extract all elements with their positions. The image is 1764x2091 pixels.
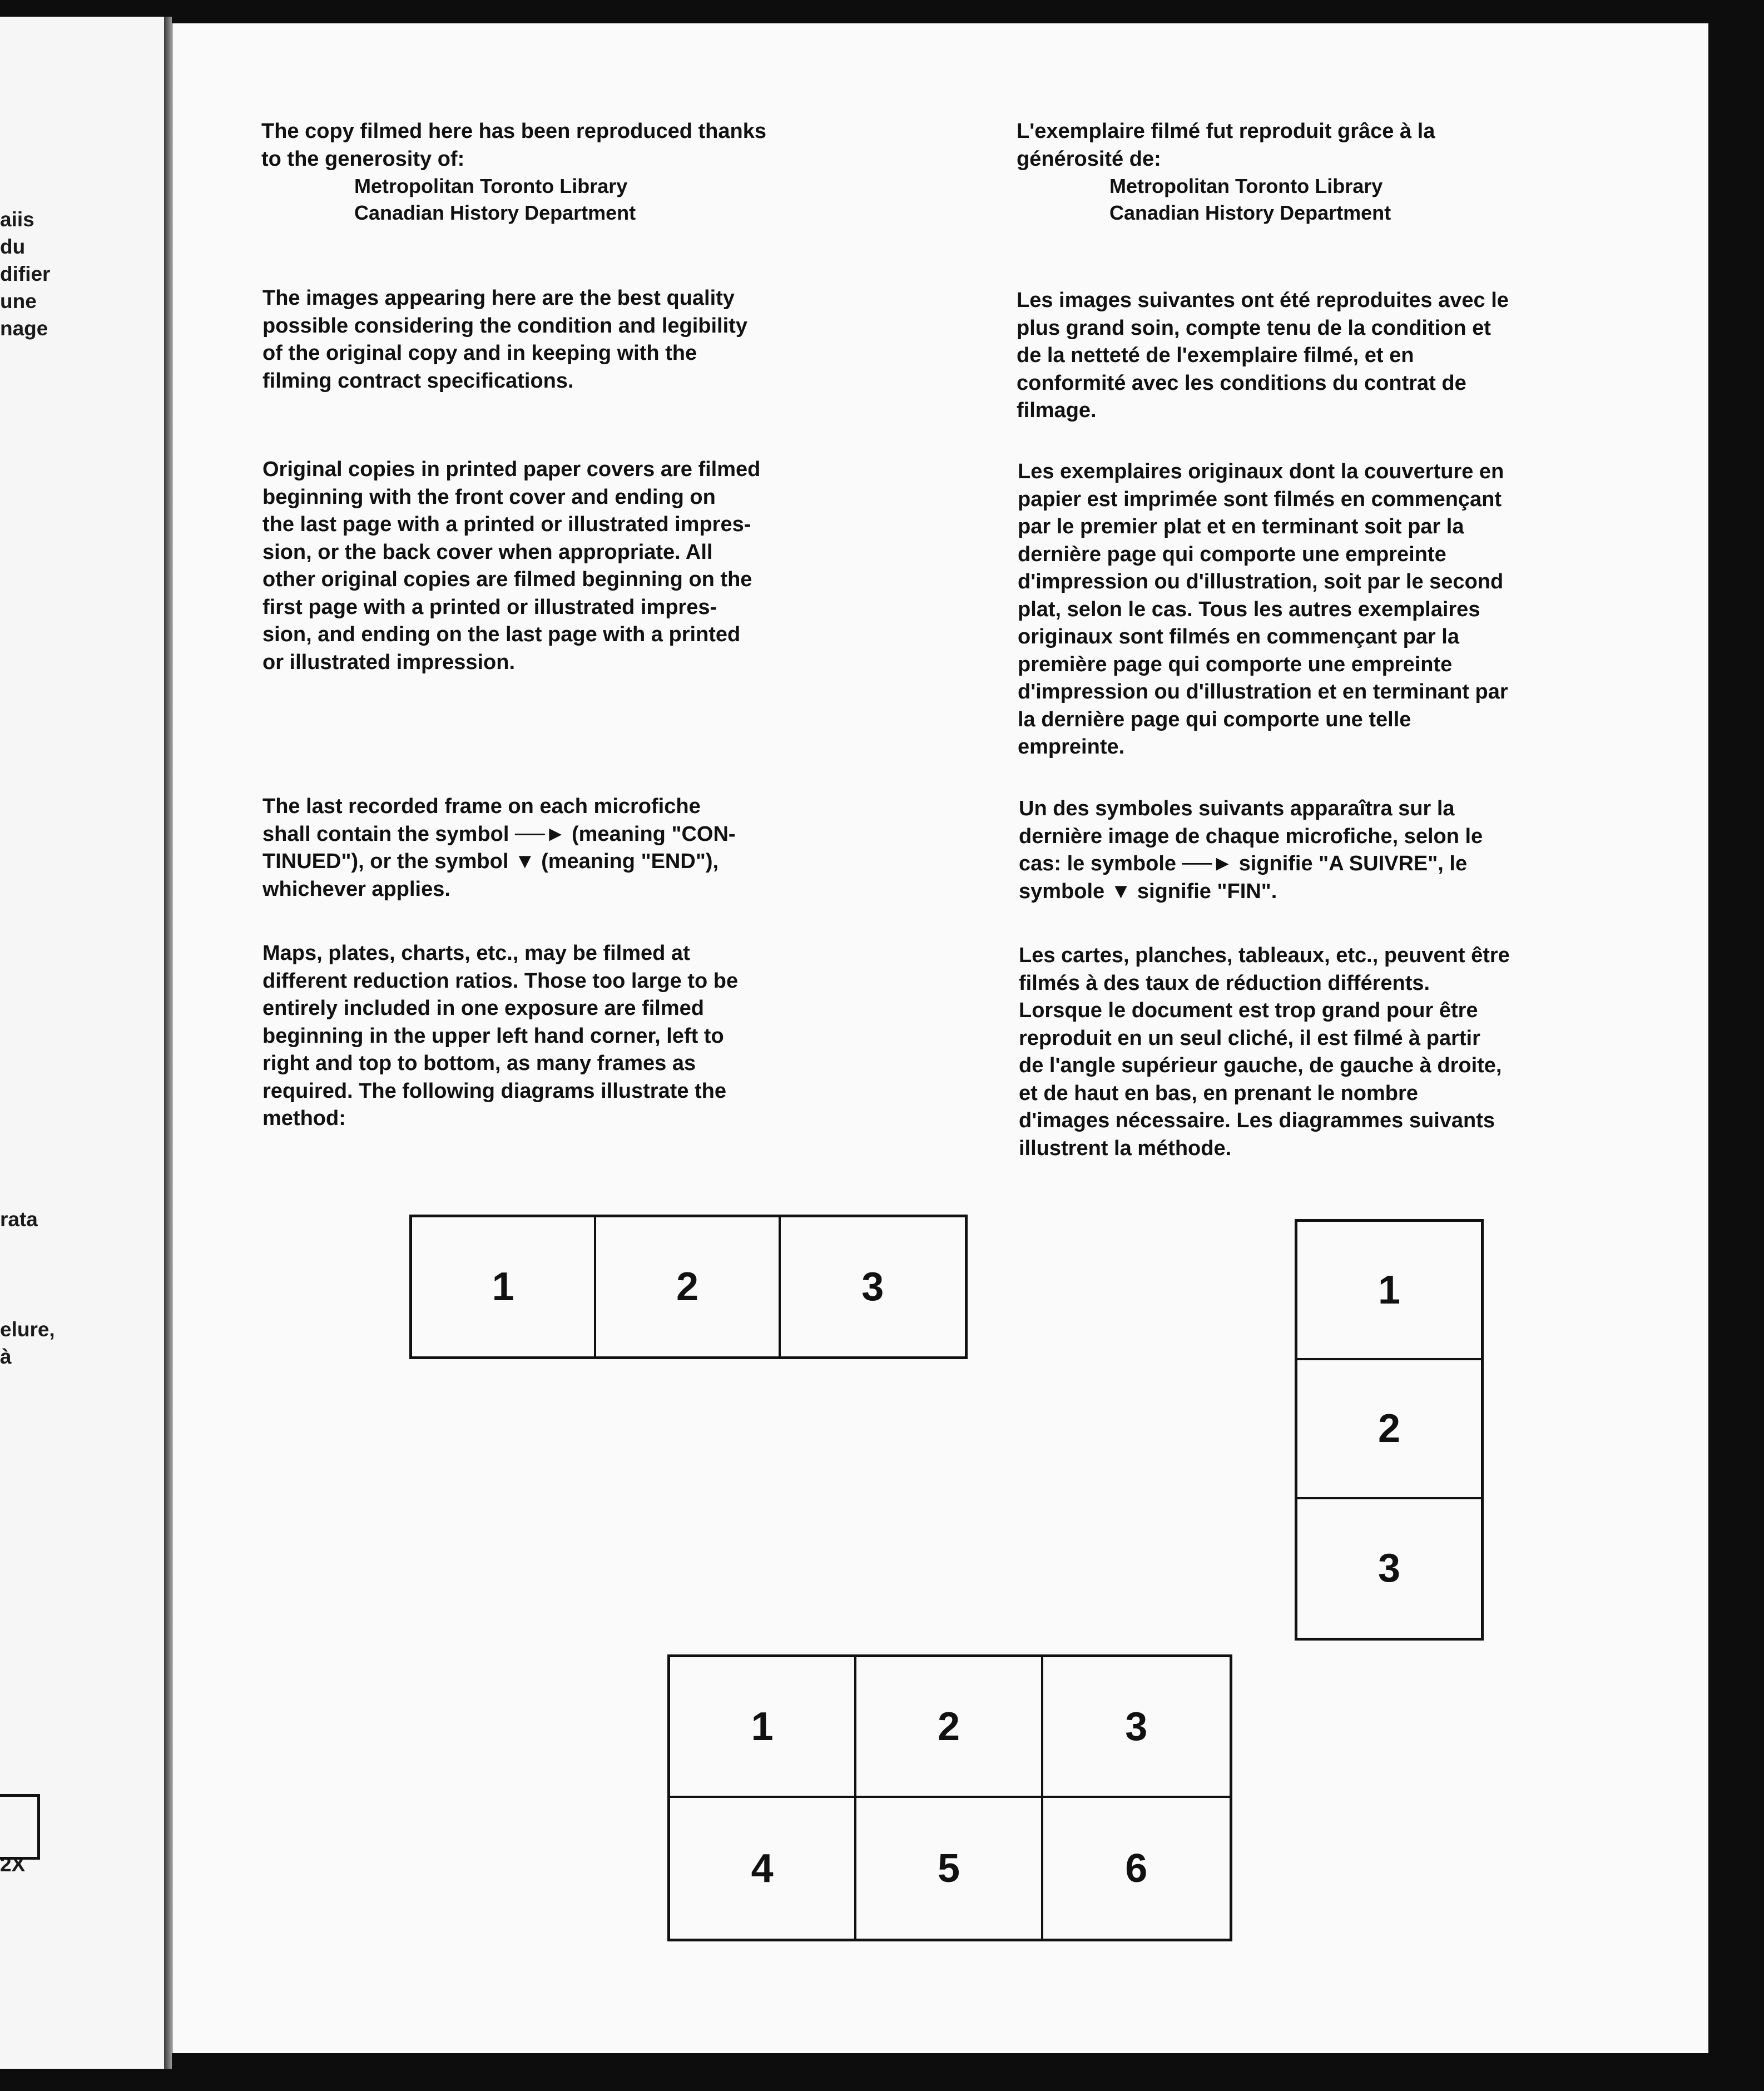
english-intro: The copy filmed here has been reproduced thanks to the generosity of: <box>261 120 767 171</box>
diagram-cell: 2 <box>856 1657 1043 1798</box>
english-symbols: The last recorded frame on each microfiche shall contain the symbol ──► (meaning "CON- TINUED"), or the symbol ▼ (meaning "END"), whichever applies. <box>262 795 736 901</box>
french-quality: Les images suivantes ont été reproduites avec le plus grand soin, compte tenu de la condition et de la netteté de l'exemplaire filmé, et en conformité avec les conditions du contrat de filmage. <box>1017 289 1509 422</box>
diagram-cell: 3 <box>861 1265 884 1309</box>
left-page-fragment <box>0 17 164 2069</box>
diagram-cell: 1 <box>1297 1222 1481 1360</box>
left-page-fragment-text: rata <box>0 1208 38 1231</box>
left-page-box <box>0 1794 40 1860</box>
diagram-grid-six <box>667 1654 1232 1941</box>
diagram-vertical-three <box>1295 1219 1484 1641</box>
french-institution: Metropolitan Toronto Library Canadian History Department <box>1109 175 1391 224</box>
french-intro-block <box>1017 118 1684 226</box>
left-page-fragment-text: du <box>0 235 26 258</box>
english-intro-block <box>261 118 906 226</box>
left-page-fragment-text: nage <box>0 317 48 340</box>
english-originals: Original copies in printed paper covers are filmed beginning with the front cover and ending on the last page with a printed or illustrated impres- sion, or the back cover when appropriate. All other original copies are filmed beginning on the first page with a printed or illustrated impres- sion, and ending on the last page with a printed or illustrated impression. <box>262 458 761 674</box>
french-maps: Les cartes, planches, tableaux, etc., peuvent être filmés à des taux de réduction différents. Lorsque le document est trop grand pour être reproduit en un seul cliché, il est filmé à partir de l'angle supérieur gauche, de gauche à droite, et de haut en bas, en prenant le nombre d'images nécessaire. Les diagrammes suivants illustrent la méthode. <box>1019 944 1510 1160</box>
diagram-horizontal-three <box>409 1215 968 1359</box>
diagram-cell: 4 <box>670 1798 856 1939</box>
french-originals: Les exemplaires originaux dont la couverture en papier est imprimée sont filmés en commençant par le premier plat et en terminant soit par la dernière page qui comporte une empreinte d'impression ou d'illustration, soit par le second plat, selon le cas. Tous les autres exemplaires originaux sont filmés en commençant par la première page qui comporte une empreinte d'impression ou d'illustration et en terminant par la dernière page qui comporte une telle empreinte. <box>1018 460 1508 759</box>
left-page-fragment-text: une <box>0 290 37 313</box>
left-page-fragment-text: elure, <box>0 1318 55 1341</box>
diagram-cell: 6 <box>1125 1846 1148 1891</box>
left-page-fragment-text: à <box>0 1345 12 1368</box>
left-page-fragment-text: 2X <box>0 1853 26 1876</box>
left-page-fragment-text: difier <box>0 262 51 285</box>
diagram-cell: 1 <box>670 1657 856 1798</box>
english-maps: Maps, plates, charts, etc., may be filmed at different reduction ratios. Those too large to be entirely included in one exposure are filmed beginning in the upper left hand corner, left to right and top to bottom, as many frames as required. The following diagrams illustrate the method: <box>262 942 739 1130</box>
english-institution: Metropolitan Toronto Library Canadian History Department <box>354 175 636 224</box>
diagram-cell: 1 <box>412 1217 596 1356</box>
diagram-cell: 3 <box>1043 1657 1230 1798</box>
page <box>172 23 1708 2053</box>
left-page-fragment-text: aiis <box>0 208 34 231</box>
english-quality: The images appearing here are the best quality possible considering the condition and legibility of the original copy and in keeping with the filming contract specifications. <box>262 286 747 393</box>
diagram-cell: 2 <box>1297 1360 1481 1499</box>
book-gutter <box>164 17 172 2069</box>
diagram-cell: 5 <box>856 1798 1043 1939</box>
diagram-cell: 3 <box>1377 1546 1401 1591</box>
diagram-cell: 2 <box>596 1217 780 1356</box>
french-symbols: Un des symboles suivants apparaîtra sur la dernière image de chaque microfiche, selon le cas: le symbole ──► signifie "A SUIVRE", le symbole ▼ signifie "FIN". <box>1019 797 1483 903</box>
french-intro: L'exemplaire filmé fut reproduit grâce à la générosité de: <box>1017 120 1435 171</box>
